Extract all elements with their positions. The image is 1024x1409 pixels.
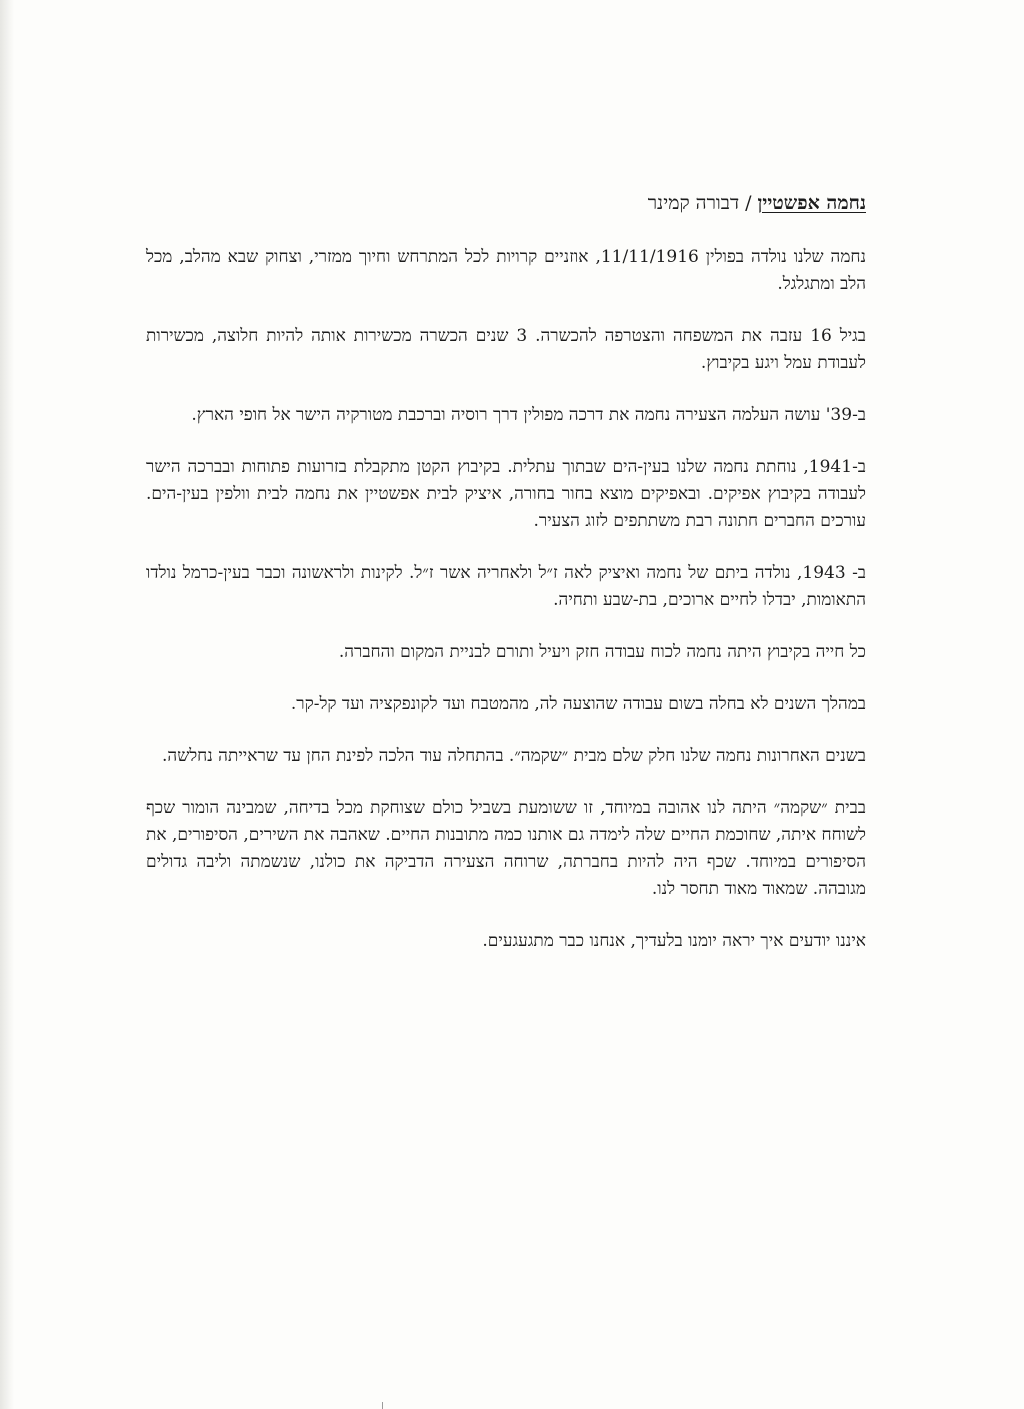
scan-mark [382, 1402, 383, 1409]
paragraph-training: בגיל 16 עזבה את המשפחה והצטרפה להכשרה. 3 שנים הכשרה מכשירות אותה להיות חלוצה, מכשירות לעבודת עמל ויגע בקיבוץ. [146, 326, 866, 373]
scan-edge-shadow [0, 0, 14, 1409]
paragraph-immigration: ב-39' עושה העלמה הצעירה נחמה את דרכה מפולין דרך רוסיה וברכבת מטורקיה הישר אל חופי הארץ. [191, 405, 866, 425]
document-header [146, 190, 866, 216]
document-title: נחמה אפשטיין [757, 192, 866, 214]
paragraph-children: ב- 1943, נולדה ביתם של נחמה ואיציק לאה ז״ל ולאחריה אשר ז״ל. לקינות ולראשונה וכבר בעין-כרמל נולדו התאומות, יבדלו לחיים ארוכים, בת-שבע ותחיה. [146, 563, 867, 610]
document-body [146, 190, 866, 955]
title-separator: / [745, 192, 752, 214]
paragraph-later-years: בשנים האחרונות נחמה שלנו חלק שלם מבית ״שקמה״. בהתחלה עוד הלכה לפינת החן עד שראייתה נחלשה. [162, 746, 866, 766]
paragraph-shikma: בבית ״שקמה״ היתה לנו אהובה במיוחד, זו ששומעת בשביל כולם שצוחקת מכל בדיחה, שמבינה הומור שכף לשוחח איתה, שחוכמת החיים שלה לימדה גם אותנו כמה מתובנות החיים. שאהבה את השירים, הסיפורים, את הסיפורים במיוחד. שכף היה להיות בחברתה, שרוחה הצעירה הדביקה את כולנו, שנשמתה וליבה גדולים מגובהה. שמאוד מאוד תחסר לנו. [146, 798, 866, 899]
document-author: דבורה קמינר [647, 192, 740, 214]
paragraph-jobs: במהלך השנים לא בחלה בשום עבודה שהוצעה לה, מהמטבח ועד לקונפקציה ועד קל-קר. [290, 694, 866, 714]
paragraph-closing: איננו יודעים איך יראה יומנו בלעדיך, אנחנו כבר מתגעגעים. [482, 931, 866, 951]
paragraph-arrival: ב-1941, נוחתת נחמה שלנו בעין-הים שבתוך עתלית. בקיבוץ הקטן מתקבלת בזרועות פתוחות ובברכה הישר לעבודה בקיבוץ אפיקים. ובאפיקים מוצא בחור בחורה, איציק לבית אפשטיין את נחמה לבית וולפין בעין-הים. עורכים החברים חתונה רבת משתתפים לזוג הצעיר. [146, 457, 866, 531]
paragraph-birth: נחמה שלנו נולדה בפולין 11/11/1916, אוזניים קרויות לכל המתרחש וחיוך ממזרי, וצחוק שבא מהלב, מכל הלב ומתגלגל. [146, 247, 866, 294]
paragraph-work: כל חייה בקיבוץ היתה נחמה לכוח עבודה חזק ויעיל ותורם לבניית המקום והחברה. [338, 642, 866, 662]
